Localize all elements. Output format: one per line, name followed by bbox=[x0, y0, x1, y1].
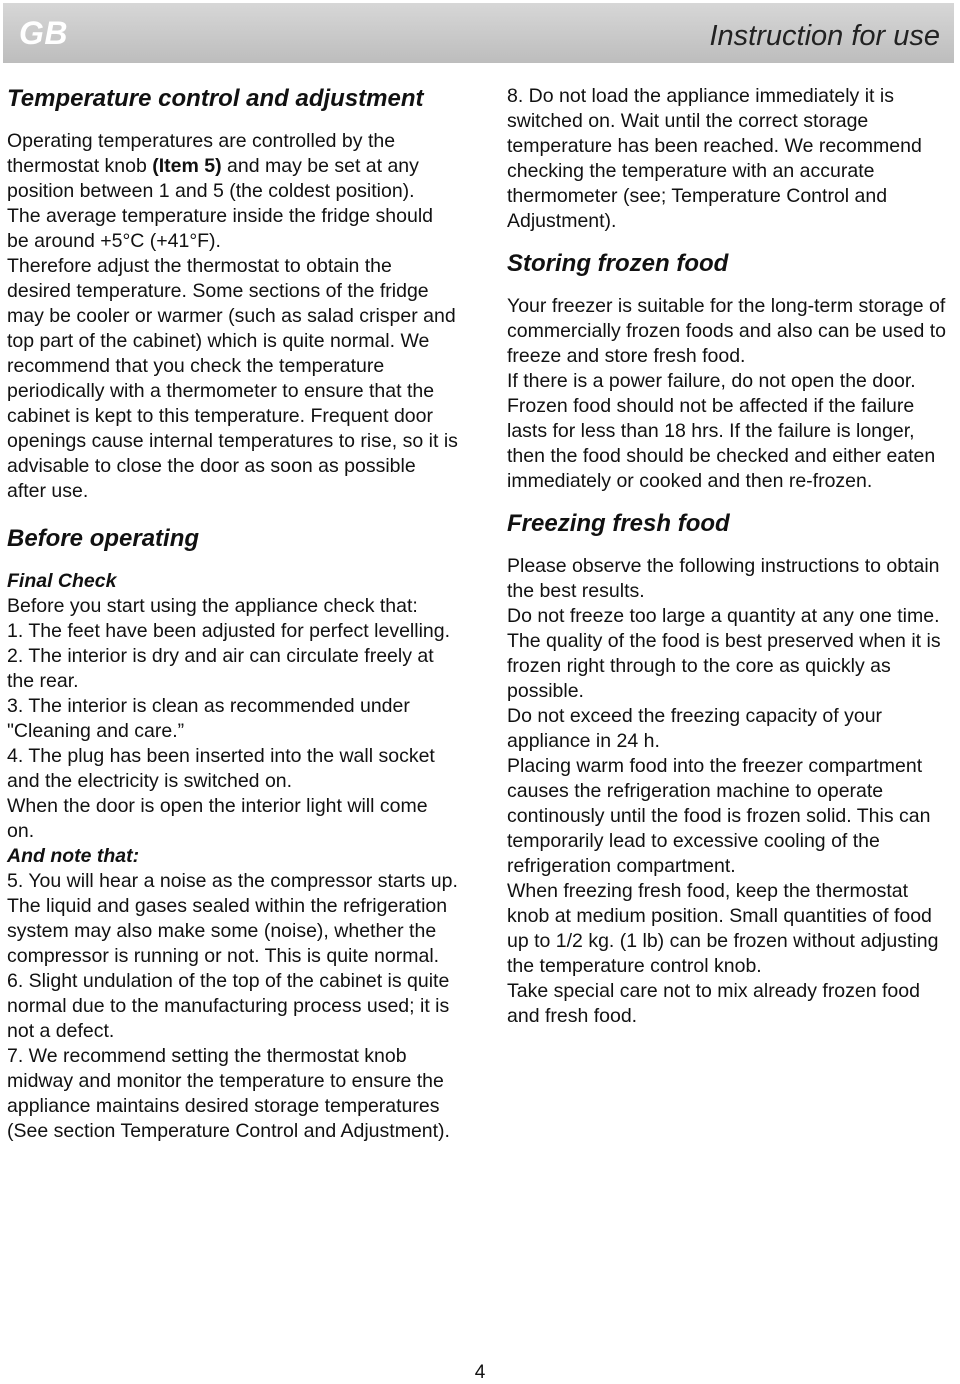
freezing-paragraph-3: Do not exceed the freezing capacity of your appliance in 24 h. bbox=[507, 705, 883, 752]
freezing-fresh-food-heading: Freezing fresh food bbox=[507, 510, 730, 537]
page-number: 4 bbox=[474, 1362, 486, 1383]
check-item-2: 2. The interior is dry and air can circulate freely at the rear. bbox=[7, 645, 434, 692]
header-bar bbox=[3, 3, 954, 63]
check-item-7: 7. We recommend setting the thermostat knob midway and monitor the temperature to ensure the appliance maintains desired storage temperatures (See section Temperature Control and Adjustment). bbox=[7, 1045, 450, 1142]
storing-paragraph-2: If there is a power failure, do not open the door. Frozen food should not be affected if the failure lasts for less than 18 hrs. If the failure is longer, then the food should be checked and either eaten immediately or cooked and then re-frozen. bbox=[507, 370, 936, 492]
temperature-paragraph-1 bbox=[7, 129, 459, 204]
temperature-paragraph-3: Therefore adjust the thermostat to obtain the desired temperature. Some sections of the fridge may be cooler or warmer (such as salad crisper and top part of the cabinet) which is quite normal. We recommend that you check the temperature periodically with a thermometer to ensure that the cabinet is kept to this temperature. Frequent door openings cause internal temperatures to rise, so it is advisable to close the door as soon as possible after use. bbox=[7, 255, 458, 502]
temperature-paragraph-2: The average temperature inside the fridge should be around +5°C (+41°F). bbox=[7, 205, 434, 252]
freezing-paragraph-5: When freezing fresh food, keep the thermostat knob at medium position. Small quantities of food up to 1/2 kg. (1 lb) can be frozen without adjusting the temperature control knob. bbox=[507, 880, 939, 977]
temperature-heading: Temperature control and adjustment bbox=[7, 85, 424, 112]
check-item-4: 4. The plug has been inserted into the wall socket and the electricity is switched on. bbox=[7, 745, 435, 792]
freezing-paragraph-1: Please observe the following instructions to obtain the best results. bbox=[507, 555, 940, 602]
freezing-paragraph-6: Take special care not to mix already frozen food and fresh food. bbox=[507, 980, 920, 1027]
check-item-8: 8. Do not load the appliance immediately it is switched on. Wait until the correct storage temperature has been reached. We recommend checking the temperature with an accurate thermometer (see; Temperature Control and Adjustment). bbox=[507, 85, 922, 232]
check-item-3: 3. The interior is clean as recommended under "Cleaning and care.” bbox=[7, 695, 410, 742]
temperature-text-2: and may be set at any position between 1 and 5 (the coldest position). bbox=[7, 155, 419, 202]
item-reference: (Item 5) bbox=[152, 155, 222, 177]
left-column bbox=[7, 84, 459, 1144]
storing-paragraph-1: Your freezer is suitable for the long-term storage of commercially frozen foods and also can be used to freeze and store fresh food. bbox=[507, 295, 946, 367]
freezing-paragraph-2: Do not freeze too large a quantity at any one time. The quality of the food is best preserved when it is frozen right through to the core as quickly as possible. bbox=[507, 605, 941, 702]
and-note-heading: And note that: bbox=[7, 845, 140, 867]
document-title: Instruction for use bbox=[709, 20, 940, 52]
final-check-intro: Before you start using the appliance check that: bbox=[7, 595, 418, 617]
right-column bbox=[507, 84, 952, 1029]
check-item-6: 6. Slight undulation of the top of the cabinet is quite normal due to the manufacturing process used; it is not a defect. bbox=[7, 970, 450, 1042]
temperature-text-1: Operating temperatures are controlled by the thermostat knob bbox=[7, 130, 396, 177]
check-item-5: 5. You will hear a noise as the compressor starts up. The liquid and gases sealed within the refrigeration system may also make some (noise), whether the compressor is running or not. This is quite normal. bbox=[7, 870, 458, 967]
door-note: When the door is open the interior light will come on. bbox=[7, 795, 428, 842]
language-code: GB bbox=[19, 15, 68, 51]
storing-frozen-food-heading: Storing frozen food bbox=[507, 250, 729, 277]
freezing-paragraph-4: Placing warm food into the freezer compartment causes the refrigeration machine to operate continously until the food is frozen solid. This can temporarily lead to excessive cooling of the refrigeration compartment. bbox=[507, 755, 931, 877]
check-item-1: 1. The feet have been adjusted for perfect levelling. bbox=[7, 620, 451, 642]
final-check-heading: Final Check bbox=[7, 570, 117, 592]
before-operating-heading: Before operating bbox=[7, 525, 200, 552]
